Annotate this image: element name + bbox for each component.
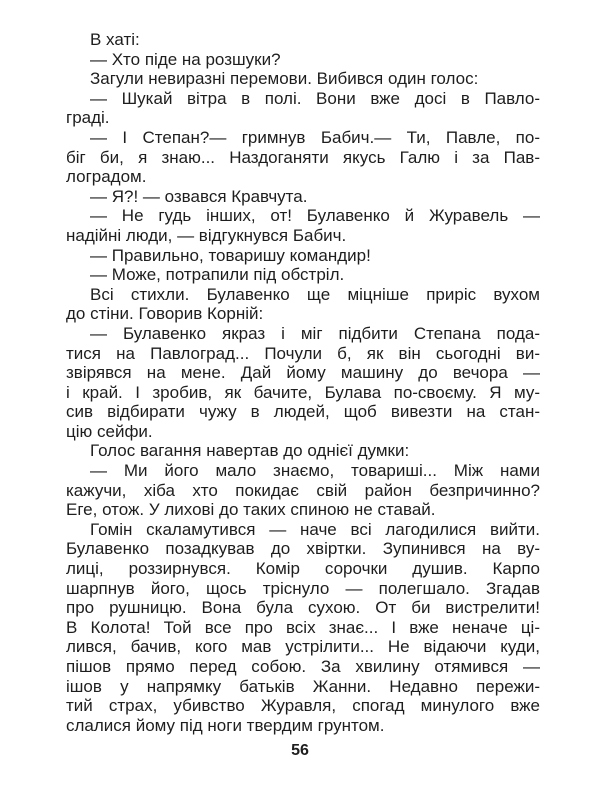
- text-line: — Я?! — озвався Кравчута.: [90, 186, 308, 206]
- text-line: — Булавенко якраз і міг підбити Степана пода-: [90, 323, 540, 343]
- text-line: цію сейфи.: [66, 421, 153, 441]
- text-line: — Шукай вітра в полі. Вони вже досі в Павло-: [90, 88, 540, 108]
- text-line: Еге, отож. У лихові до таких спиною не ставай.: [66, 500, 436, 520]
- text-line: пішов прямо перед собою. За хвилину отямився —: [66, 657, 540, 676]
- text-line: Булавенко позадкував до хвіртки. Зупинився на ву-: [66, 539, 540, 559]
- text-line: — Правильно, товаришу командир!: [90, 245, 371, 265]
- text-line: граді.: [66, 108, 110, 128]
- text-line: лився, бачив, кого мав устрілити... Не відаючи куди,: [66, 637, 540, 657]
- text-line: про рушницю. Вона була сухою. От би вистрелити!: [66, 598, 540, 618]
- text-line: шарпнув його, щось тріснуло — полегшало. Згадав: [66, 578, 540, 598]
- text-line: В Колота! Той все про всіх знає... І вже неначе ці-: [66, 617, 540, 637]
- text-line: — І Степан?— гримнув Бабич.— Ти, Павле, по-: [90, 127, 540, 147]
- text-line: до стіни. Говорив Корній:: [66, 304, 264, 324]
- text-line: і край. І зробив, як бачите, Булава по-своєму. Я му-: [66, 382, 540, 402]
- text-line: В хаті:: [90, 30, 140, 49]
- text-line: — Може, потрапили під обстріл.: [90, 265, 345, 285]
- text-line: Гомін скаламутився — наче всі лагодилися вийти.: [90, 519, 540, 539]
- text-line: ішов у напрямку батьків Жанни. Недавно пережи-: [66, 676, 540, 696]
- text-line: слалися йому під ноги твердим грунтом.: [66, 715, 385, 735]
- text-line: — Хто піде на розшуки?: [90, 49, 281, 69]
- text-line: Всі стихли. Булавенко ще міцніше приріс вухом: [90, 284, 540, 304]
- body-text: [66, 30, 540, 735]
- text-line: сив відбирати чужу в людей, щоб вивезти на стан-: [66, 402, 540, 422]
- text-line: тий страх, убивство Журавля, спогад минулого вже: [66, 696, 540, 716]
- text-line: лоградом.: [66, 167, 147, 187]
- text-line: тися на Павлоград... Почули б, як він сьогодні ви-: [66, 343, 540, 363]
- text-line: біг би, я знаю... Наздоганяти якусь Галю і за Пав-: [66, 147, 540, 167]
- page-number: 56: [291, 742, 309, 759]
- text-line: Загули невиразні перемови. Вибився один голос:: [90, 69, 479, 89]
- text-line: кажучи, хіба хто покидає свій район безпричинно?: [66, 480, 540, 500]
- text-line: — Не гудь інших, от! Булавенко й Журавель —: [90, 206, 540, 226]
- text-line: лиці, роззирнувся. Комір сорочки душив. Карпо: [66, 559, 540, 579]
- text-line: надійні люди, — відгукнувся Бабич.: [66, 225, 347, 245]
- text-line: звірявся на мене. Дай йому машину до вечора —: [66, 363, 540, 383]
- text-line: Голос вагання навертав до однієї думки:: [90, 441, 410, 461]
- text-line: — Ми його мало знаємо, товариші... Між нами: [90, 461, 540, 481]
